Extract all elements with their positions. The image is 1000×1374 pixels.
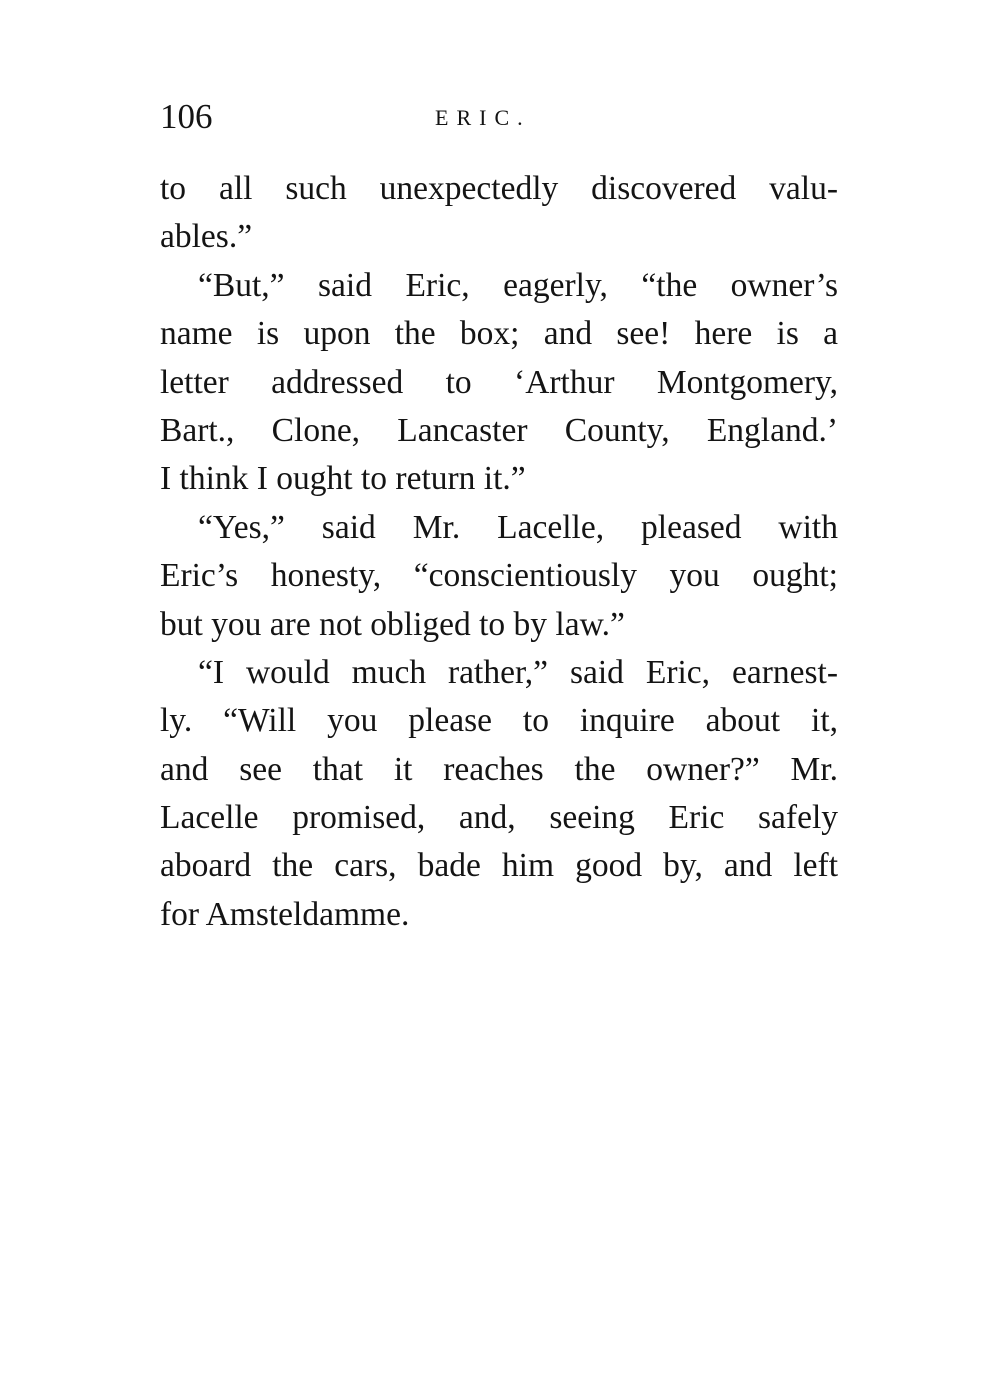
page-number: 106 [160,97,213,136]
text-line: ables.” [160,218,253,256]
text-line: Lacelle promised, and, seeing Eric safely [160,799,838,837]
text-line: “But,” said Eric, eagerly, “the owner’s [198,266,838,304]
text-line: Bart., Clone, Lancaster County, England.’ [160,411,838,449]
body-text [160,165,838,939]
text-line: Eric’s honesty, “conscientiously you ought; [160,557,838,595]
text-line: aboard the cars, bade him good by, and left [160,847,838,885]
text-line: I think I ought to return it.” [160,460,526,498]
text-line: to all such unexpectedly discovered valu- [160,170,838,207]
text-line: ly. “Will you please to inquire about it, [160,702,838,740]
text-line: and see that it reaches the owner?” Mr. [160,750,838,788]
text-line: “I would much rather,” said Eric, earnest- [198,653,838,691]
text-line: name is upon the box; and see! here is a [160,315,838,353]
text-line: “Yes,” said Mr. Lacelle, pleased with [198,508,838,546]
text-line: for Amsteldamme. [160,895,410,933]
running-title: ERIC. [435,105,531,130]
text-line: but you are not obliged to by law.” [160,605,625,643]
running-head [160,92,840,142]
text-line: letter addressed to ‘Arthur Montgomery, [160,363,838,401]
